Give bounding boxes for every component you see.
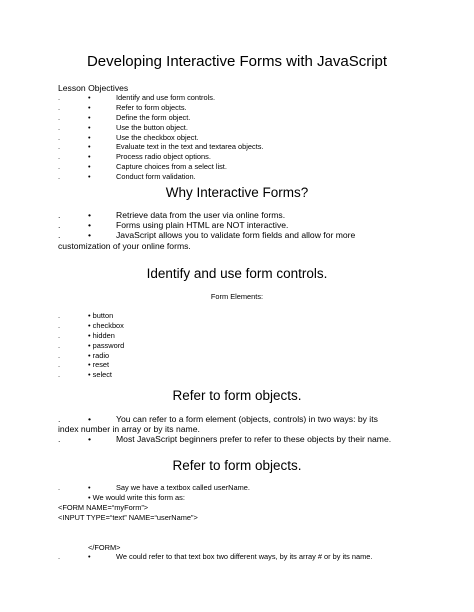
bullet-marker: • bbox=[88, 414, 92, 424]
objectives-heading: Lesson Objectives bbox=[58, 83, 129, 93]
objective-text: Use the button object. bbox=[116, 122, 188, 132]
list-item bbox=[58, 210, 428, 220]
bullet-marker: • bbox=[88, 142, 91, 152]
list-item bbox=[58, 483, 438, 493]
form-element-item bbox=[58, 341, 258, 351]
why-list bbox=[58, 210, 428, 251]
form-element-item bbox=[58, 311, 258, 321]
bullet-marker: • bbox=[88, 102, 91, 112]
bullet-marker: • bbox=[88, 93, 91, 102]
section-heading-refer-2: Refer to form objects. bbox=[172, 458, 302, 473]
dot-marker: . bbox=[58, 340, 61, 350]
form-element-item bbox=[58, 331, 258, 341]
objective-text: Conduct form validation. bbox=[116, 172, 196, 182]
form-element-item bbox=[58, 321, 258, 331]
objective-item bbox=[58, 172, 418, 182]
code-line: <INPUT TYPE=“text” NAME=“userName”> bbox=[58, 512, 198, 522]
form-elements-subheading: Form Elements: bbox=[210, 292, 264, 301]
dot-marker: . bbox=[58, 330, 61, 340]
objective-text: Process radio object options. bbox=[116, 152, 211, 162]
dot-marker: . bbox=[58, 370, 61, 380]
objective-item bbox=[58, 162, 418, 172]
list-item-text: Say we have a textbox called userName. bbox=[116, 483, 250, 492]
form-element-text: • radio bbox=[88, 350, 110, 360]
dot-marker: . bbox=[58, 152, 61, 162]
dot-marker: . bbox=[58, 122, 61, 132]
form-element-text: • button bbox=[88, 311, 114, 320]
bullet-marker: • bbox=[88, 112, 91, 122]
dot-marker: . bbox=[58, 210, 61, 220]
form-element-text: • checkbox bbox=[88, 320, 124, 330]
section-heading-why: Why Interactive Forms? bbox=[165, 185, 309, 200]
form-element-item bbox=[58, 370, 258, 380]
form-element-item bbox=[58, 351, 258, 361]
list-item-text: • We would write this form as: bbox=[88, 492, 185, 502]
objective-text: Define the form object. bbox=[116, 112, 191, 122]
dot-marker: . bbox=[58, 414, 61, 424]
objective-text: Capture choices from a select list. bbox=[116, 162, 227, 172]
objective-text: Use the checkbox object. bbox=[116, 132, 199, 142]
dot-marker: . bbox=[58, 102, 61, 112]
bullet-marker: • bbox=[88, 220, 92, 231]
objective-item bbox=[58, 133, 418, 143]
list-item-text: We could refer to that text box two different ways, by its array # or by its name. bbox=[116, 552, 373, 562]
list-item bbox=[58, 434, 428, 444]
dot-marker: . bbox=[58, 311, 61, 320]
dot-marker: . bbox=[58, 172, 61, 182]
list-item bbox=[58, 414, 428, 424]
bullet-marker: • bbox=[88, 172, 91, 182]
dot-marker: . bbox=[58, 112, 61, 122]
code-line: <FORM NAME=“myForm”> bbox=[58, 502, 149, 512]
list-item bbox=[58, 552, 438, 562]
bullet-marker: • bbox=[88, 132, 91, 142]
objective-text: Refer to form objects. bbox=[116, 102, 187, 112]
dot-marker: . bbox=[58, 132, 61, 142]
objective-item bbox=[58, 152, 418, 162]
objective-text: Evaluate text in the text and textarea objects. bbox=[116, 142, 264, 152]
list-item-text: Retrieve data from the user via online forms. bbox=[116, 210, 286, 220]
bullet-marker: • bbox=[88, 162, 91, 172]
dot-marker: . bbox=[58, 142, 61, 152]
objectives-list bbox=[58, 93, 418, 182]
dot-marker: . bbox=[58, 320, 61, 330]
objective-text: Identify and use form controls. bbox=[116, 93, 216, 102]
list-item-continuation: customization of your online forms. bbox=[58, 240, 191, 251]
bullet-marker: • bbox=[88, 230, 92, 241]
objective-item bbox=[58, 93, 418, 103]
objective-item bbox=[58, 103, 418, 113]
bullet-marker: • bbox=[88, 210, 92, 220]
refer-list bbox=[58, 414, 428, 445]
list-item-text: Most JavaScript beginners prefer to refer to these objects by their name. bbox=[116, 434, 392, 445]
objective-item bbox=[58, 123, 418, 133]
list-item bbox=[58, 493, 438, 503]
dot-marker: . bbox=[58, 350, 61, 360]
form-element-text: • password bbox=[88, 340, 125, 350]
bullet-marker: • bbox=[88, 434, 92, 445]
dot-marker: . bbox=[58, 552, 61, 562]
list-item bbox=[58, 220, 428, 230]
dot-marker: . bbox=[58, 230, 61, 241]
form-element-text: • reset bbox=[88, 360, 110, 370]
dot-marker: . bbox=[58, 360, 61, 370]
bullet-marker: • bbox=[88, 122, 91, 132]
bullet-marker: • bbox=[88, 152, 91, 162]
objective-item bbox=[58, 142, 418, 152]
bullet-marker: • bbox=[88, 552, 91, 562]
form-element-item bbox=[58, 360, 258, 370]
dot-marker: . bbox=[58, 483, 61, 492]
list-item-continuation: index number in array or by its name. bbox=[58, 424, 200, 435]
section-heading-identify: Identify and use form controls. bbox=[146, 266, 328, 281]
code-line: </FORM> bbox=[88, 542, 121, 552]
list-item-text: You can refer to a form element (objects, controls) in two ways: by its bbox=[116, 414, 378, 424]
objective-item bbox=[58, 113, 418, 123]
section-heading-refer: Refer to form objects. bbox=[172, 388, 302, 403]
dot-marker: . bbox=[58, 220, 61, 231]
page-title: Developing Interactive Forms with JavaScript bbox=[86, 53, 388, 70]
dot-marker: . bbox=[58, 93, 61, 102]
refer-example bbox=[58, 483, 438, 562]
form-element-text: • select bbox=[88, 370, 112, 380]
form-elements-list bbox=[58, 311, 258, 380]
form-element-text: • hidden bbox=[88, 330, 115, 340]
dot-marker: . bbox=[58, 162, 61, 172]
dot-marker: . bbox=[58, 434, 61, 445]
bullet-marker: • bbox=[88, 483, 91, 492]
list-item bbox=[58, 230, 428, 240]
list-item-text: Forms using plain HTML are NOT interactive. bbox=[116, 220, 289, 231]
list-item-text: JavaScript allows you to validate form fields and allow for more bbox=[116, 230, 356, 241]
